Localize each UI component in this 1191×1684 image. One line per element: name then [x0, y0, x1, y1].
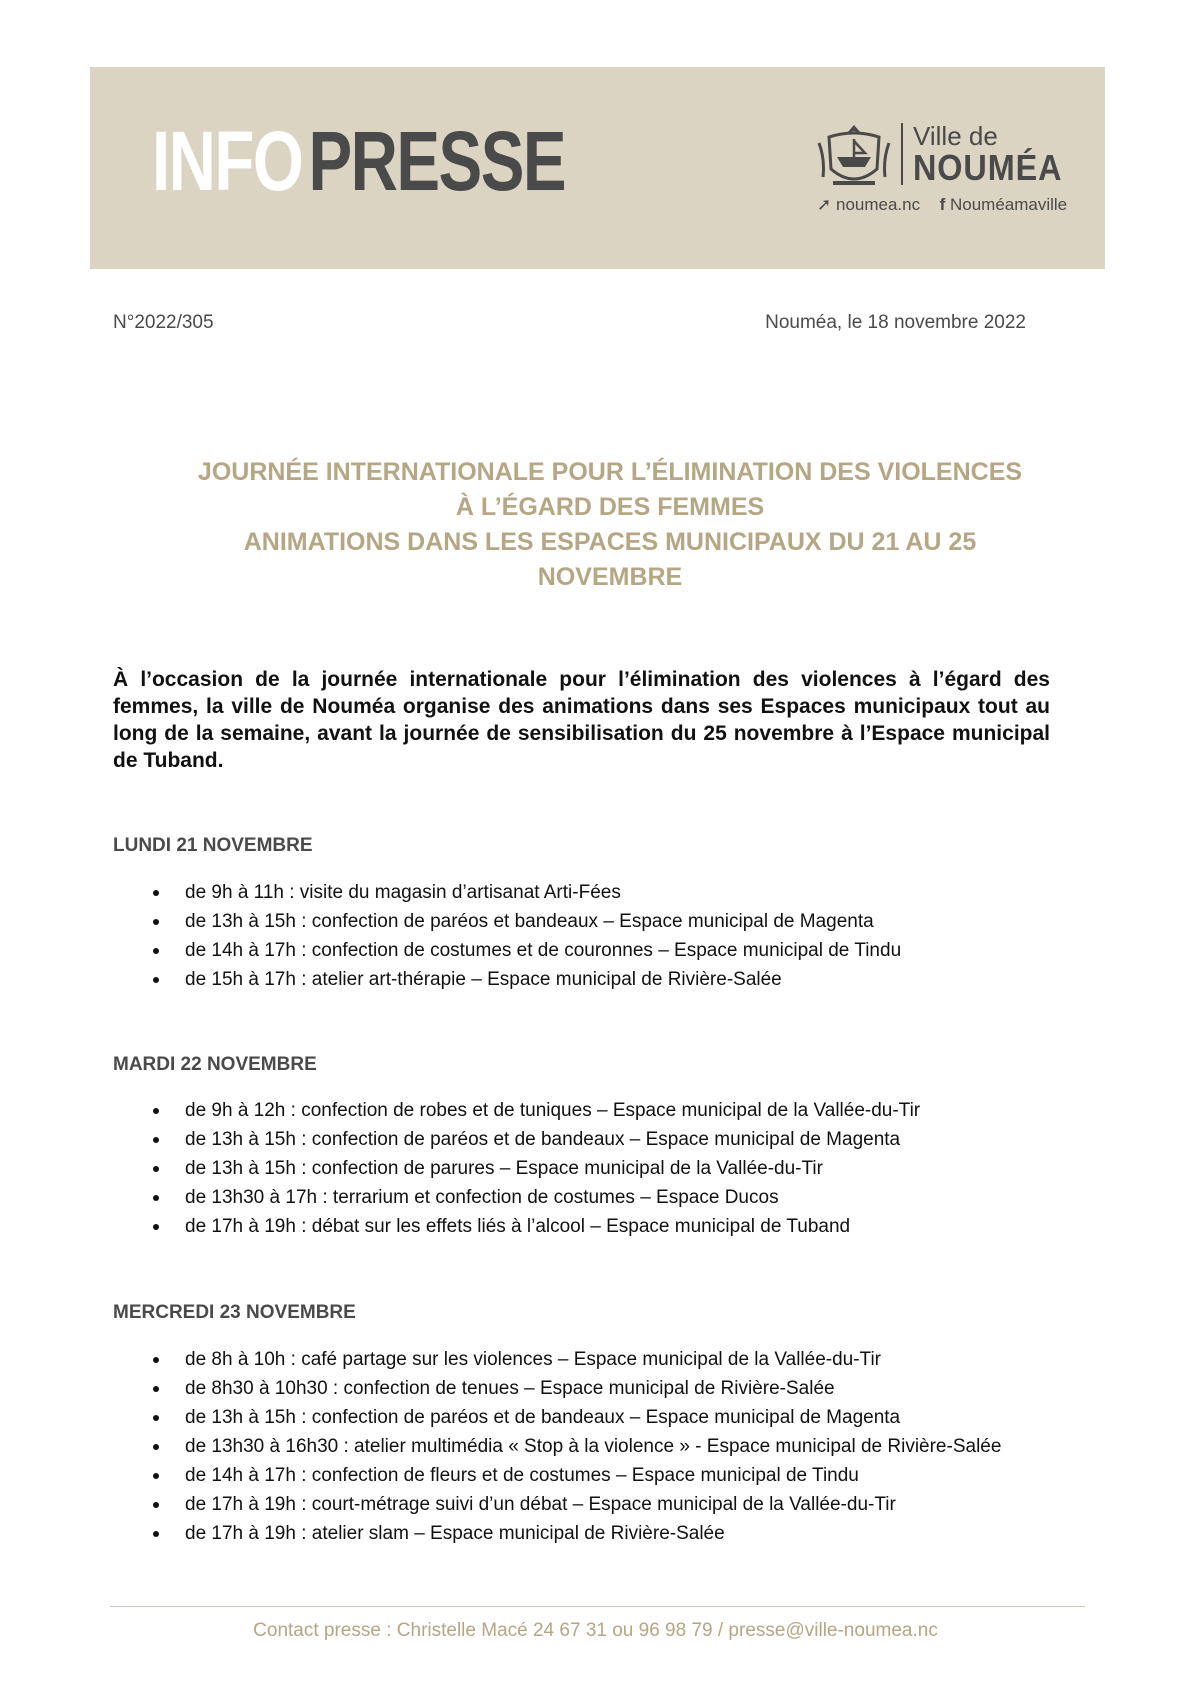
- page-title: [110, 455, 1110, 595]
- city-crest-icon: [815, 123, 893, 193]
- list-item: de 13h30 à 17h : terrarium et confection de costumes – Espace Ducos: [113, 1183, 1083, 1212]
- list-item: de 9h à 12h : confection de robes et de tuniques – Espace municipal de la Vallée-du-Tir: [113, 1096, 1083, 1125]
- brand-info: INFO: [152, 114, 303, 208]
- arrow-icon: ➚: [817, 195, 832, 214]
- day-heading-tuesday: MARDI 22 NOVEMBRE: [113, 1054, 317, 1075]
- facebook-link[interactable]: Nouméamaville: [949, 195, 1068, 214]
- monday-list: [113, 878, 1083, 994]
- lead-paragraph: À l’occasion de la journée internationale pour l’élimination des violences à l’égard des femmes, la ville de Nouméa organise des animations dans ses Espaces municipaux tout au long de la semaine, avant la journée de sensibilisation du 25 novembre à l’Espace municipal de Tuband.: [113, 668, 1050, 772]
- logo-links: [817, 195, 1067, 215]
- day-heading-wednesday: MERCREDI 23 NOVEMBRE: [113, 1302, 356, 1323]
- facebook-icon: f: [939, 195, 946, 214]
- brand-presse: PRESSE: [308, 114, 565, 208]
- day-heading-monday: LUNDI 21 NOVEMBRE: [113, 835, 313, 856]
- website-link[interactable]: noumea.nc: [835, 195, 921, 214]
- tuesday-list: [113, 1096, 1083, 1241]
- title-line: NOVEMBRE: [537, 563, 683, 591]
- list-item: de 17h à 19h : atelier slam – Espace municipal de Rivière-Salée: [113, 1519, 1083, 1548]
- list-item: de 8h à 10h : café partage sur les violences – Espace municipal de la Vallée-du-Tir: [113, 1345, 1083, 1374]
- list-item: de 8h30 à 10h30 : confection de tenues – Espace municipal de Rivière-Salée: [113, 1374, 1083, 1403]
- release-date: Nouméa, le 18 novembre 2022: [765, 312, 1026, 333]
- list-item: de 14h à 17h : confection de costumes et de couronnes – Espace municipal de Tindu: [113, 936, 1083, 965]
- title-line: ANIMATIONS DANS LES ESPACES MUNICIPAUX DU 21 AU 25: [243, 528, 977, 556]
- list-item: de 14h à 17h : confection de fleurs et de costumes – Espace municipal de Tindu: [113, 1461, 1083, 1490]
- list-item: de 17h à 19h : débat sur les effets liés à l’alcool – Espace municipal de Tuband: [113, 1212, 1083, 1241]
- wednesday-list: [113, 1345, 1083, 1548]
- ville-de-noumea-logo: [815, 119, 1068, 219]
- list-item: de 13h à 15h : confection de paréos et de bandeaux – Espace municipal de Magenta: [113, 1403, 1083, 1432]
- info-presse-logo: [152, 114, 565, 208]
- list-item: de 13h à 15h : confection de paréos et de bandeaux – Espace municipal de Magenta: [113, 1125, 1083, 1154]
- list-item: de 17h à 19h : court-métrage suivi d’un débat – Espace municipal de la Vallée-du-Tir: [113, 1490, 1083, 1519]
- list-item: de 13h à 15h : confection de paréos et bandeaux – Espace municipal de Magenta: [113, 907, 1083, 936]
- logo-noumea: NOUMÉA: [913, 147, 1063, 188]
- footer-divider: [110, 1606, 1085, 1607]
- title-line: JOURNÉE INTERNATIONALE POUR L’ÉLIMINATION DES VIOLENCES: [197, 458, 1023, 486]
- list-item: de 13h30 à 16h30 : atelier multimédia « Stop à la violence » - Espace municipal de Rivière-Salée: [113, 1432, 1083, 1461]
- title-line: À L’ÉGARD DES FEMMES: [455, 493, 765, 521]
- press-release-number: N°2022/305: [113, 312, 214, 333]
- list-item: de 13h à 15h : confection de parures – Espace municipal de la Vallée-du-Tir: [113, 1154, 1083, 1183]
- logo-ville-de: Ville de: [913, 121, 998, 151]
- list-item: de 15h à 17h : atelier art-thérapie – Espace municipal de Rivière-Salée: [113, 965, 1083, 994]
- list-item: de 9h à 11h : visite du magasin d’artisanat Arti-Fées: [113, 878, 1083, 907]
- press-contact: Contact presse : Christelle Macé 24 67 31 ou 96 98 79 / presse@ville-noumea.nc: [253, 1620, 938, 1641]
- logo-separator: [901, 123, 903, 185]
- header-banner: [90, 67, 1105, 269]
